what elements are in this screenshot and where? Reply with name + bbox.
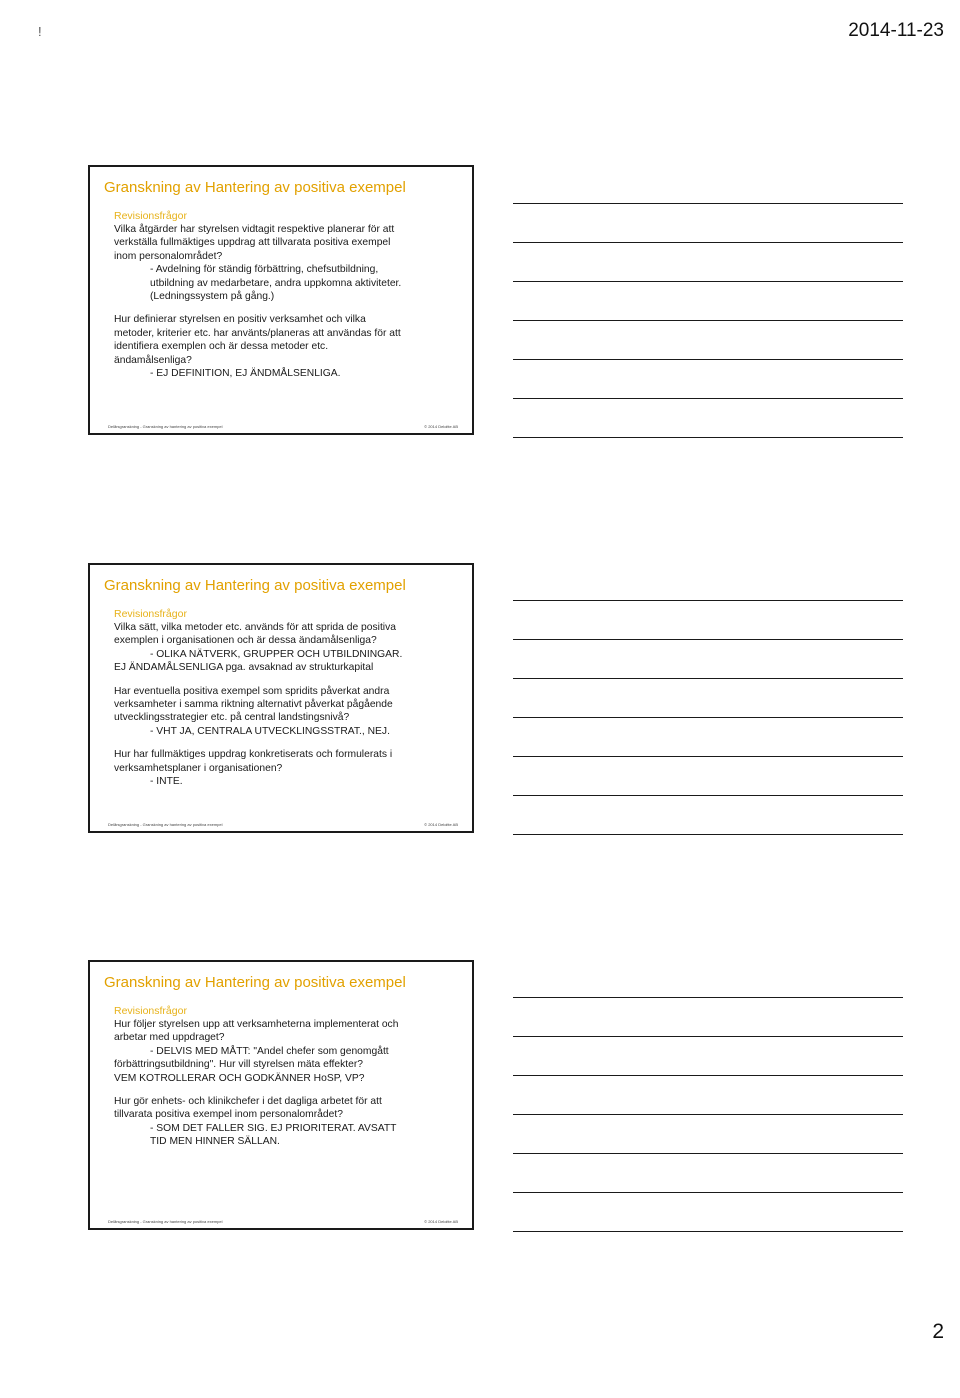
slide-footer-left: Delårsgranskning - Granskning av hantering av positiva exempel <box>108 822 223 827</box>
page-date: 2014-11-23 <box>848 20 944 41</box>
slide-title: Granskning av Hantering av positiva exempel <box>104 577 406 594</box>
note-line <box>513 359 903 360</box>
slide-line: verksamheter i samma riktning alternativt påverkat pågående <box>114 699 393 711</box>
slide-footer <box>108 822 458 827</box>
slide-footer-left: Delårsgranskning - Granskning av hantering av positiva exempel <box>108 424 223 429</box>
slide-body <box>114 621 458 788</box>
note-line <box>513 398 903 399</box>
slide-line: - OLIKA NÄTVERK, GRUPPER OCH UTBILDNINGAR. <box>150 648 403 660</box>
margin-mark: ! <box>38 24 42 39</box>
slide-line: metoder, kriterier etc. har använts/planeras att användas för att <box>114 327 401 339</box>
slide-line: Hur har fullmäktiges uppdrag konkretiserats och formulerats i <box>114 749 393 761</box>
page-number: 2 <box>932 1320 944 1343</box>
notes-lines-3 <box>513 997 903 1270</box>
slide-line: Hur gör enhets- och klinikchefer i det dagliga arbetet för att <box>114 1096 382 1108</box>
slide-line: - DELVIS MED MÅTT: "Andel chefer som genomgått <box>150 1045 389 1057</box>
slide-line: arbetar med uppdraget? <box>114 1032 225 1044</box>
slide-footer <box>108 1219 458 1224</box>
note-line <box>513 639 903 640</box>
slide-line: utbildning av medarbetare, andra uppkomna aktiviteter. <box>150 277 402 289</box>
slide-line: Hur följer styrelsen upp att verksamheterna implementerat och <box>114 1019 399 1030</box>
note-line <box>513 242 903 243</box>
slide-line: - INTE. <box>150 776 183 788</box>
slide-line: ändamålsenliga? <box>114 354 192 366</box>
slide-line: identifiera exemplen och är dessa metoder etc. <box>114 341 329 353</box>
slide-line: TID MEN HINNER SÄLLAN. <box>150 1136 280 1148</box>
slide-line: förbättringsutbildning". Hur vill styrelsen mäta effekter? <box>114 1059 363 1071</box>
notes-lines-1 <box>513 203 903 476</box>
slide-line: Vilka sätt, vilka metoder etc. används för att sprida de positiva <box>114 622 396 633</box>
slide-line: Har eventuella positiva exempel som spridits påverkat andra <box>114 685 390 697</box>
note-line <box>513 1036 903 1037</box>
note-line <box>513 203 903 204</box>
slide-body <box>114 1018 458 1149</box>
note-line <box>513 1192 903 1193</box>
note-line <box>513 281 903 282</box>
slide-line: exemplen i organisationen och är dessa ändamålsenliga? <box>114 635 377 647</box>
note-line <box>513 756 903 757</box>
slide-line: EJ ÄNDAMÅLSENLIGA pga. avsaknad av strukturkapital <box>114 662 374 674</box>
note-line <box>513 1231 903 1232</box>
note-line <box>513 1153 903 1154</box>
slide-body <box>114 223 458 380</box>
slide-1 <box>88 165 474 435</box>
slide-3 <box>88 960 474 1230</box>
note-line <box>513 678 903 679</box>
slide-line: Hur definierar styrelsen en positiv verksamhet och vilka <box>114 314 366 326</box>
note-line <box>513 1114 903 1115</box>
slide-line: utvecklingsstrategier etc. på central landstingsnivå? <box>114 712 350 724</box>
slide-title: Granskning av Hantering av positiva exempel <box>104 179 406 196</box>
slide-line: Vilka åtgärder har styrelsen vidtagit respektive planerar för att <box>114 224 395 235</box>
slide-footer-right: © 2014 Deloitte AB <box>424 424 458 429</box>
note-line <box>513 795 903 796</box>
slide-footer <box>108 424 458 429</box>
slide-line: - Avdelning för ständig förbättring, chefsutbildning, <box>150 264 379 276</box>
slide-2 <box>88 563 474 833</box>
slide-subtitle: Revisionsfrågor <box>114 608 187 620</box>
slide-title: Granskning av Hantering av positiva exempel <box>104 974 406 991</box>
notes-lines-2 <box>513 600 903 873</box>
slide-subtitle: Revisionsfrågor <box>114 210 187 222</box>
slide-line: - SOM DET FALLER SIG. EJ PRIORITERAT. AVSATT <box>150 1122 397 1134</box>
note-line <box>513 997 903 998</box>
slide-subtitle: Revisionsfrågor <box>114 1005 187 1017</box>
slide-line: verksamhetsplaner i organisationen? <box>114 762 283 774</box>
slide-line: (Ledningssystem på gång.) <box>150 291 275 303</box>
note-line <box>513 717 903 718</box>
slide-line: inom personalområdet? <box>114 250 223 262</box>
slide-footer-right: © 2014 Deloitte AB <box>424 822 458 827</box>
slide-line: - VHT JA, CENTRALA UTVECKLINGSSTRAT., NEJ. <box>150 725 390 737</box>
slide-line: - EJ DEFINITION, EJ ÄNDMÅLSENLIGA. <box>150 368 341 380</box>
note-line <box>513 600 903 601</box>
slide-footer-right: © 2014 Deloitte AB <box>424 1219 458 1224</box>
note-line <box>513 834 903 835</box>
slide-line: tillvarata positiva exempel inom personalområdet? <box>114 1109 343 1121</box>
slide-footer-left: Delårsgranskning - Granskning av hantering av positiva exempel <box>108 1219 223 1224</box>
note-line <box>513 437 903 438</box>
slide-line: VEM KOTROLLERAR OCH GODKÄNNER HoSP, VP? <box>114 1072 365 1084</box>
slide-line: verkställa fullmäktiges uppdrag att tillvarata positiva exempel <box>114 237 391 249</box>
note-line <box>513 1075 903 1076</box>
note-line <box>513 320 903 321</box>
